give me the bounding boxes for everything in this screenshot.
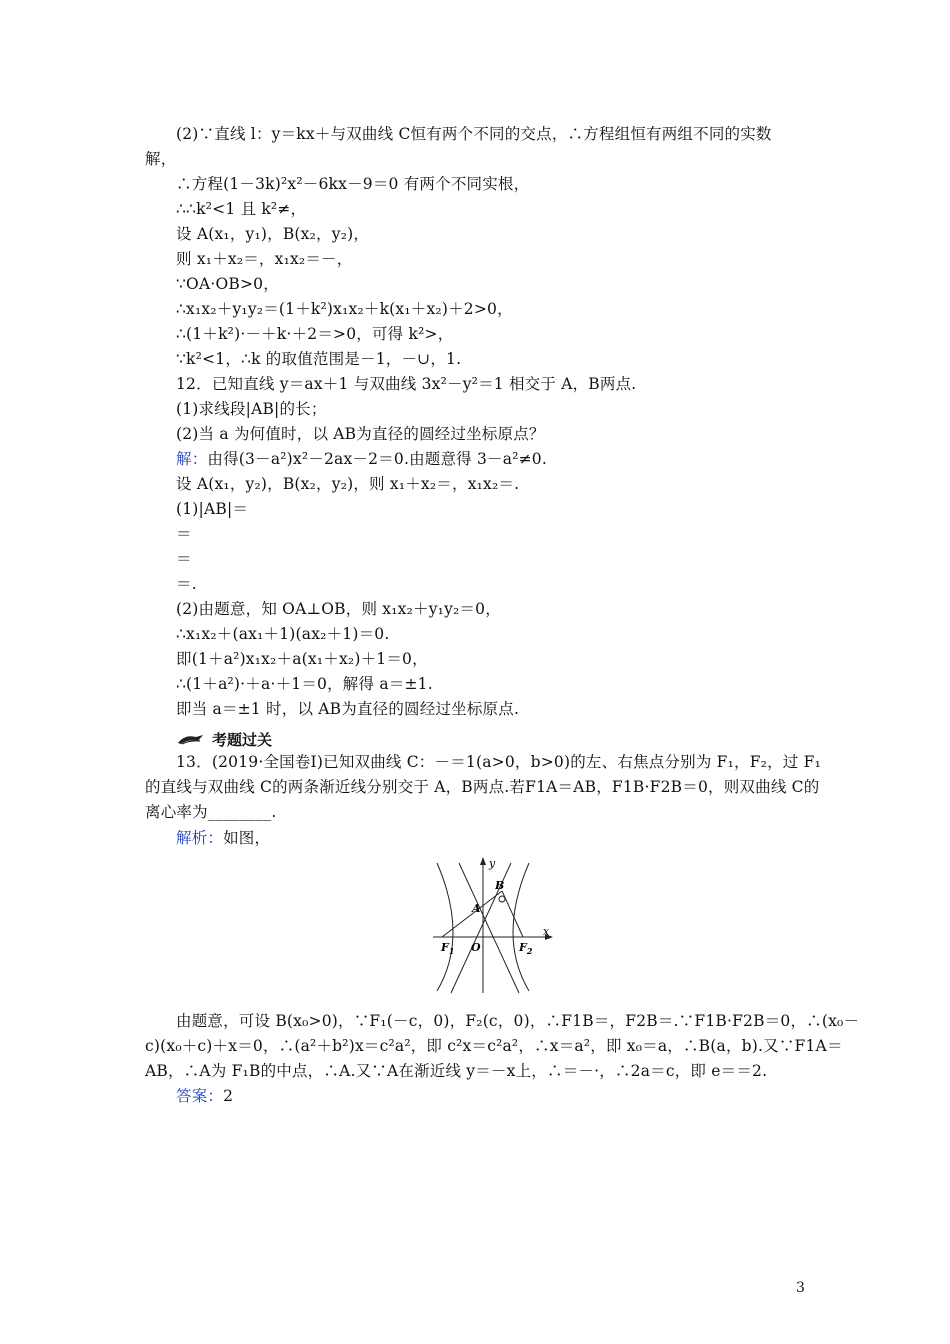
page-number: 3	[796, 1280, 805, 1296]
text-line: ∴∴k²<1 且 k²≠，	[176, 200, 307, 218]
analysis-text: 如图，	[223, 829, 271, 847]
solution-label: 解：	[176, 450, 208, 468]
fig-label-f2-letter: F	[519, 941, 527, 954]
pen-arrow-icon	[176, 732, 206, 746]
answer-label: 答案：	[176, 1087, 224, 1105]
fig-label-x: x	[543, 925, 550, 938]
text-line: 解，	[145, 150, 177, 168]
text-line: 即(1＋a²)x₁x₂＋a(x₁＋x₂)＋1＝0，	[176, 650, 428, 668]
text-line: (2)由题意，知 OA⊥OB，则 x₁x₂＋y₁y₂＝0，	[176, 600, 501, 618]
text-line: ＝	[176, 550, 192, 568]
fig-label-y: y	[489, 857, 496, 870]
text-line: (2)当 a 为何值时，以 AB为直径的圆经过坐标原点？	[176, 425, 545, 443]
text-line: ∵OA·OB>0，	[176, 275, 279, 293]
fig-label-b: B	[495, 879, 505, 892]
text-line: ∵k²<1，∴k 的取值范围是－1，－∪，1.	[176, 350, 462, 368]
solution-text: 由得(3－a²)x²－2ax－2＝0.由题意得 3－a²≠0.	[207, 450, 547, 468]
text-line: ＝	[176, 525, 192, 543]
text-line: ∴(1＋a²)·＋a·＋1＝0，解得 a＝±1.	[176, 675, 433, 693]
fig-label-f1-letter: F	[441, 941, 449, 954]
text-line: ∴(1＋k²)·－＋k·＋2＝>0，可得 k²>，	[176, 325, 454, 343]
fig-label-f1-sub: 1	[448, 946, 455, 956]
text-line: 设 A(x₁，y₁)，B(x₂，y₂)，	[176, 225, 370, 243]
question-12: 12．已知直线 y＝ax＋1 与双曲线 3x²－y²＝1 相交于 A，B两点.	[176, 375, 637, 393]
text-line: (1)|AB|＝	[176, 500, 249, 518]
section-header	[176, 729, 272, 749]
text-line: (1)求线段|AB|的长；	[176, 400, 327, 418]
text-line: 离心率为________.	[145, 803, 277, 821]
analysis-line	[176, 828, 270, 848]
text-line: AB，∴A为 F₁B的中点，∴A.又∵A在渐近线 y＝－x上，∴＝－·，∴2a＝c，即 e＝＝2.	[145, 1062, 768, 1080]
text-line: 则 x₁＋x₂＝，x₁x₂＝－，	[176, 250, 353, 268]
text-line: 设 A(x₁，y₂)，B(x₂，y₂)，则 x₁＋x₂＝，x₁x₂＝.	[176, 475, 520, 493]
text-line: ∴x₁x₂＋y₁y₂＝(1＋k²)x₁x₂＋k(x₁＋x₂)＋2>0，	[176, 300, 513, 318]
fig-label-o: O	[471, 941, 481, 954]
text-line: ∴方程(1－3k)²x²－6kx－9＝0 有两个不同实根，	[176, 175, 530, 193]
question-13: 13．(2019·全国卷Ⅰ)已知双曲线 C：－＝1(a>0，b>0)的左、右焦点分别为 F₁，F₂，过 F₁	[176, 753, 821, 771]
section-title: 考题过关	[212, 730, 273, 749]
solution-line	[176, 449, 547, 469]
answer-line	[176, 1086, 233, 1106]
fig-label-a: A	[472, 902, 481, 915]
answer-value: 2	[223, 1087, 234, 1105]
analysis-label: 解析：	[176, 829, 224, 847]
text-line: (2)∵直线 l：y＝kx＋与双曲线 C恒有两个不同的交点，∴方程组恒有两组不同的实数	[176, 125, 772, 143]
text-line: ∴x₁x₂＋(ax₁＋1)(ax₂＋1)＝0.	[176, 625, 390, 643]
hyperbola-figure	[425, 855, 555, 995]
text-line: ＝.	[176, 575, 197, 593]
text-line: 的直线与双曲线 C的两条渐近线分别交于 A，B两点.若F1A＝AB，F1B·F2B＝0，则双曲线 C的	[145, 778, 820, 796]
text-line: c)(x₀＋c)＋x＝0，∴(a²＋b²)x＝c²a²，即 c²x＝c²a²，∴x＝a²，即 x₀＝a，∴B(a，b).又∵F1A＝	[145, 1037, 843, 1055]
fig-label-f2-sub: 2	[526, 946, 533, 956]
fig-label-f2	[518, 941, 533, 956]
text-line: 即当 a＝±1 时，以 AB为直径的圆经过坐标原点.	[176, 700, 520, 718]
text-line: 由题意，可设 B(x₀>0)，∵F₁(－c，0)，F₂(c，0)，∴F1B＝，F2B＝.∵F1B·F2B＝0，∴(x₀－	[176, 1012, 860, 1030]
